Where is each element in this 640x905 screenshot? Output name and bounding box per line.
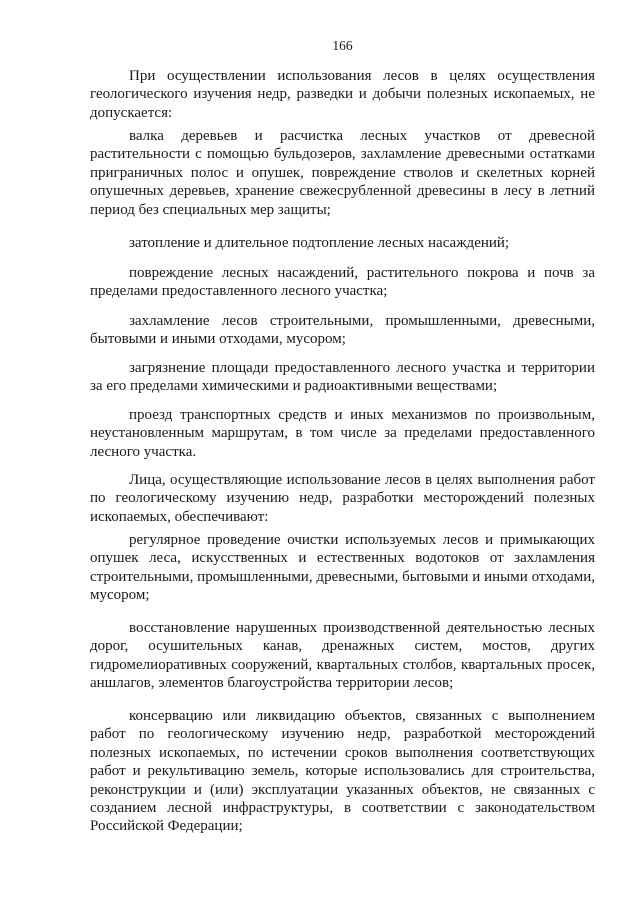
paragraph-regular-cleaning: регулярное проведение очистки используемых лесов и примыкающих опушек леса, искусственных и естественных водотоков от захламления строительными, промышленными, древесными, бытовыми и иными отходами, мусором; [90,532,595,604]
paragraph-tree-felling: валка деревьев и расчистка лесных участков от древесной растительности с помощью бульдозеров, захламление древесными остатками приграничных полос и опушек, повреждение стволов и скелетных корней опушечных деревьев, хранение свежесрубленной древесины в лесу в летний период без специальных мер защиты; [90,128,595,218]
paragraph-flooding: затопление и длительное подтопление лесных насаждений; [129,235,510,251]
paragraph-intro-prohibitions: При осуществлении использования лесов в целях осуществления геологического изучения недр, разведки и добычи полезных ископаемых, не допускается: [90,68,595,121]
paragraph-restoration: восстановление нарушенных производственной деятельностью лесных дорог, осушительных канав, дренажных систем, мостов, других гидромелиоративных сооружений, квартальных столбов, квартальных просек, аншлагов, элементов благоустройства территории лесов; [90,620,595,692]
paragraph-littering: захламление лесов строительными, промышленными, древесными, бытовыми и иными отходами, мусором; [90,313,595,348]
paragraph-vehicle-passage: проезд транспортных средств и иных механизмов по произвольным, неустановленным маршрутам, в том числе за пределами предоставленного лесного участка. [90,407,595,460]
paragraph-conservation: консервацию или ликвидацию объектов, связанных с выполнением работ по геологическому изучению недр, разработкой месторождений полезных ископаемых, по истечении сроков выполнения соответствующих работ и рекультивацию земель, которые использовались для строительства, реконструкции и (или) эксплуатации указанных объектов, не связанных с созданием лесной инфраструктуры, в соответствии с законодательством Российской Федерации; [90,708,595,835]
paragraph-pollution: загрязнение площади предоставленного лесного участка и территории за его пределами химическими и радиоактивными веществами; [90,360,595,395]
paragraph-damage-outside-plot: повреждение лесных насаждений, растительного покрова и почв за пределами предоставленного лесного участка; [90,265,595,300]
page-number: 166 [332,38,353,53]
paragraph-intro-obligations: Лица, осуществляющие использование лесов в целях выполнения работ по геологическому изучению недр, разработки месторождений полезных ископаемых, обеспечивают: [90,472,595,525]
